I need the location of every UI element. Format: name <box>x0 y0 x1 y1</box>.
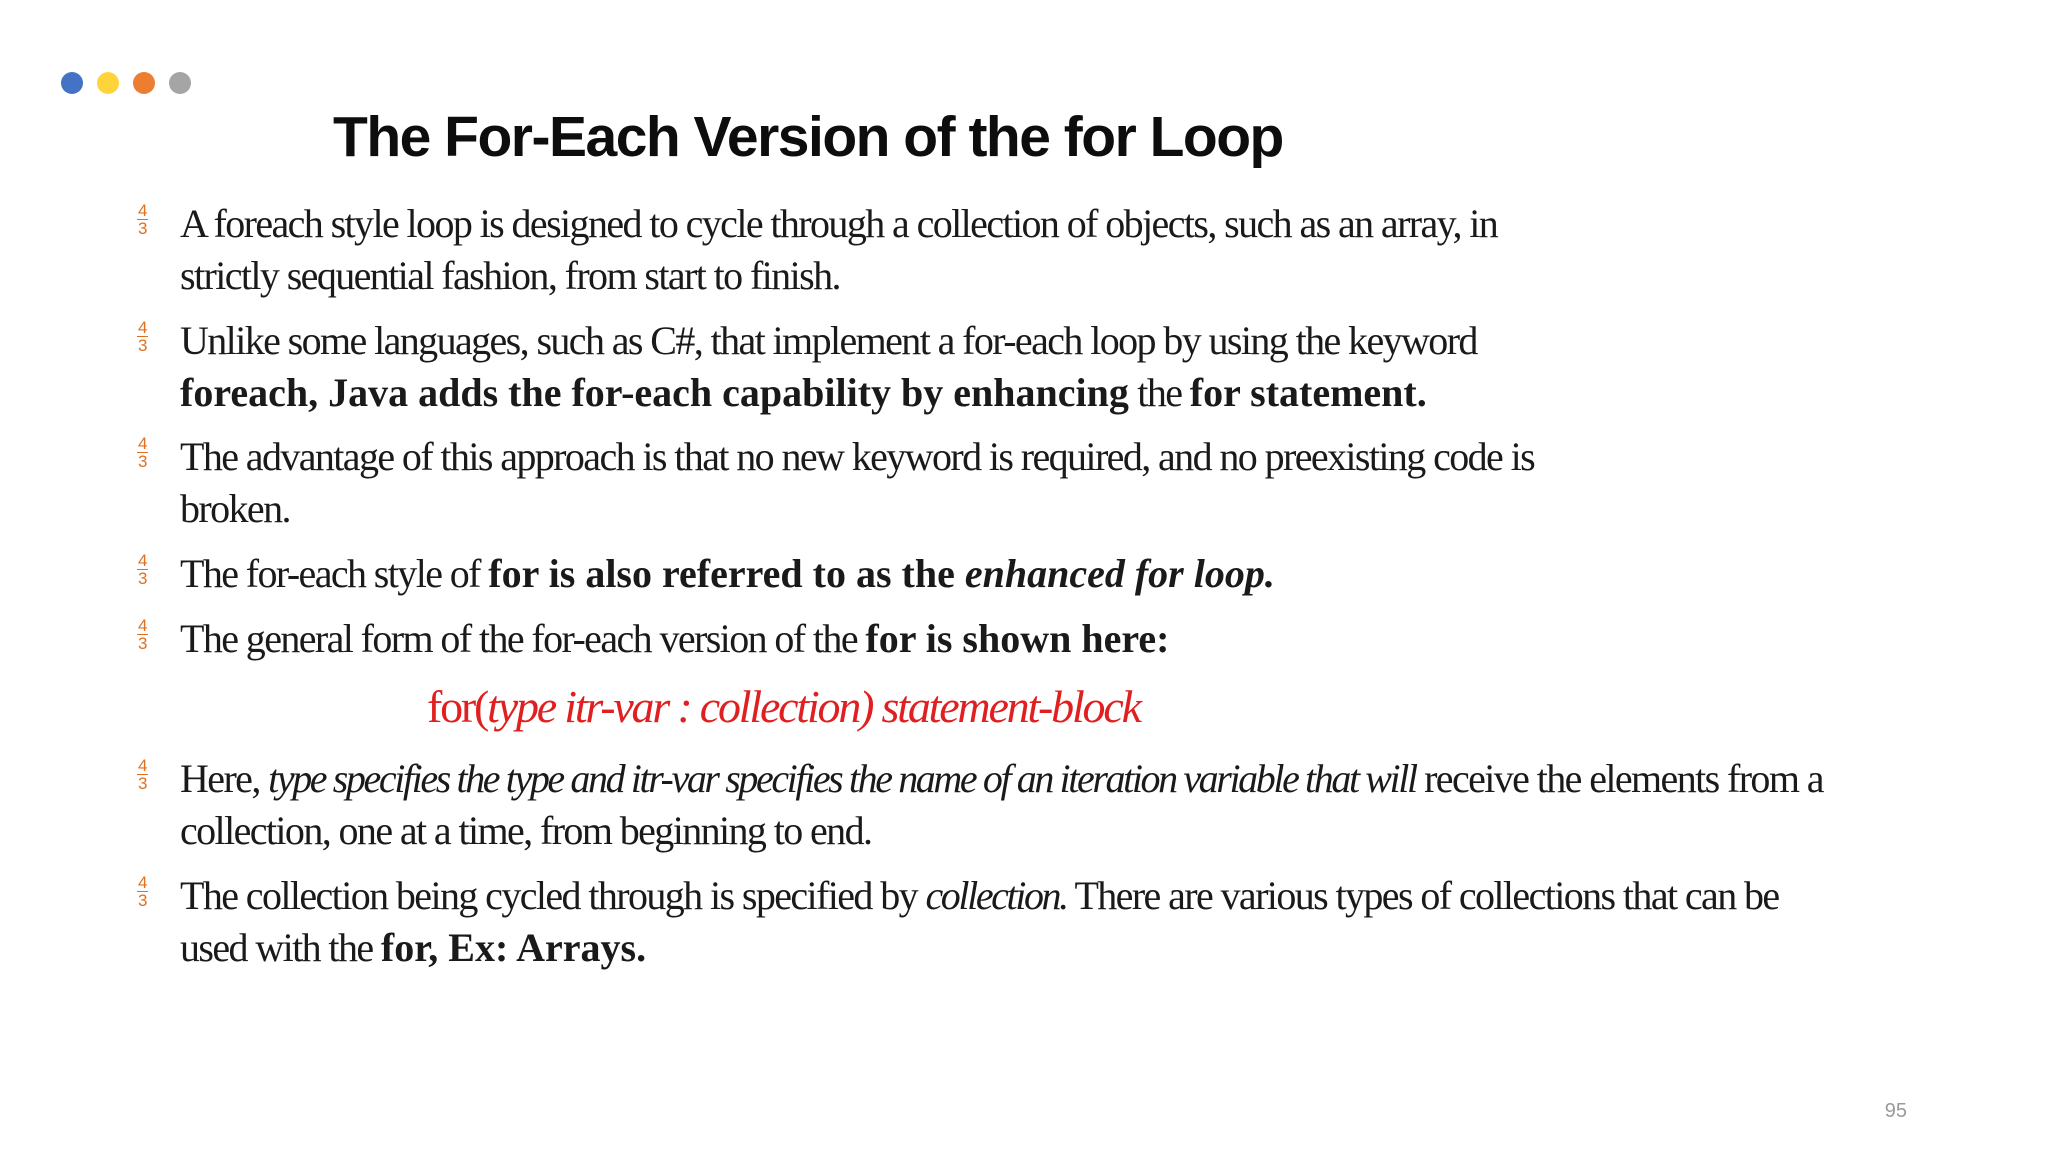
bold-italic-text: enhanced for loop. <box>964 551 1275 596</box>
yellow-dot-icon <box>97 72 119 94</box>
bullet-1-line-1: A foreach style loop is designed to cycle through a collection of objects, such as an array, in <box>180 201 1498 246</box>
bold-text: for statement. <box>1189 370 1427 415</box>
page-number: 95 <box>1884 1100 1907 1122</box>
marker-denominator: 3 <box>138 891 148 910</box>
plain-text: the <box>1128 370 1190 415</box>
marker-denominator: 3 <box>138 634 148 653</box>
bullet-item-2 <box>138 315 1940 419</box>
slide-title: The For-Each Version of the for Loop <box>333 105 1283 169</box>
gray-dot-icon <box>169 72 191 94</box>
plain-text: The general form of the for-each version of the <box>180 616 866 661</box>
bullet-marker-icon <box>137 617 148 652</box>
orange-dot-icon <box>133 72 155 94</box>
bullet-item-5 <box>138 613 1940 665</box>
plain-text: used with the <box>180 925 381 970</box>
marker-numerator: 4 <box>138 318 148 337</box>
marker-denominator: 3 <box>138 336 148 355</box>
marker-denominator: 3 <box>138 774 148 793</box>
bold-text: for is shown here: <box>865 616 1170 661</box>
plain-text: The for-each style of <box>180 551 489 596</box>
bullet-6-line-2: collection, one at a time, from beginning to end. <box>180 808 872 853</box>
bullet-marker-icon <box>137 435 148 470</box>
bold-text: foreach, Java adds the for-each capability by enhancing <box>180 370 1129 415</box>
bullet-marker-icon <box>137 874 148 909</box>
marker-denominator: 3 <box>138 452 148 471</box>
marker-denominator: 3 <box>138 569 148 588</box>
marker-denominator: 3 <box>138 219 148 238</box>
bold-text: for is also referred to as the <box>488 551 965 596</box>
bullet-item-6 <box>138 753 1940 857</box>
bullet-7-line-1 <box>180 870 1940 922</box>
blue-dot-icon <box>61 72 83 94</box>
bullet-2-line-2 <box>180 367 1940 419</box>
italic-text: collection. <box>925 873 1067 918</box>
marker-numerator: 4 <box>138 616 148 635</box>
bullet-5-line-1 <box>180 613 1940 665</box>
marker-numerator: 4 <box>138 873 148 892</box>
bullet-marker-icon <box>137 319 148 354</box>
bullet-7-line-2 <box>180 922 1940 974</box>
syntax-parameters: type itr-var : collection) statement-block <box>487 681 1140 732</box>
decorative-dots <box>61 72 191 94</box>
marker-numerator: 4 <box>138 201 148 220</box>
marker-numerator: 4 <box>138 551 148 570</box>
bullet-3-line-1: The advantage of this approach is that no new keyword is required, and no preexisting code is <box>180 434 1535 479</box>
bullet-marker-icon <box>137 202 148 237</box>
bullet-4-line-1 <box>180 548 1940 600</box>
plain-text: Here, <box>180 756 269 801</box>
marker-numerator: 4 <box>138 756 148 775</box>
bullet-item-7 <box>138 870 1940 974</box>
bullet-marker-icon <box>137 552 148 587</box>
bullet-2-line-1: Unlike some languages, such as C#, that implement a for-each loop by using the keyword <box>180 318 1477 363</box>
italic-text: type specifies the type and itr-var specifies the name of an iteration variable that will <box>268 756 1416 801</box>
bullet-item-4 <box>138 548 1940 600</box>
bullet-3-line-2: broken. <box>180 486 290 531</box>
marker-numerator: 4 <box>138 434 148 453</box>
bullet-item-3 <box>138 431 1940 535</box>
syntax-keyword: for( <box>427 681 488 732</box>
bullet-1-line-2: strictly sequential fashion, from start to finish. <box>180 253 840 298</box>
bullet-item-1 <box>138 198 1940 302</box>
bold-text: for, Ex: Arrays. <box>380 925 647 970</box>
syntax-example <box>427 680 1140 733</box>
plain-text: The collection being cycled through is specified by <box>180 873 926 918</box>
plain-text: There are various types of collections that can be <box>1066 873 1779 918</box>
plain-text: receive the elements from a <box>1415 756 1823 801</box>
bullet-6-line-1 <box>180 753 1940 805</box>
bullet-marker-icon <box>137 757 148 792</box>
